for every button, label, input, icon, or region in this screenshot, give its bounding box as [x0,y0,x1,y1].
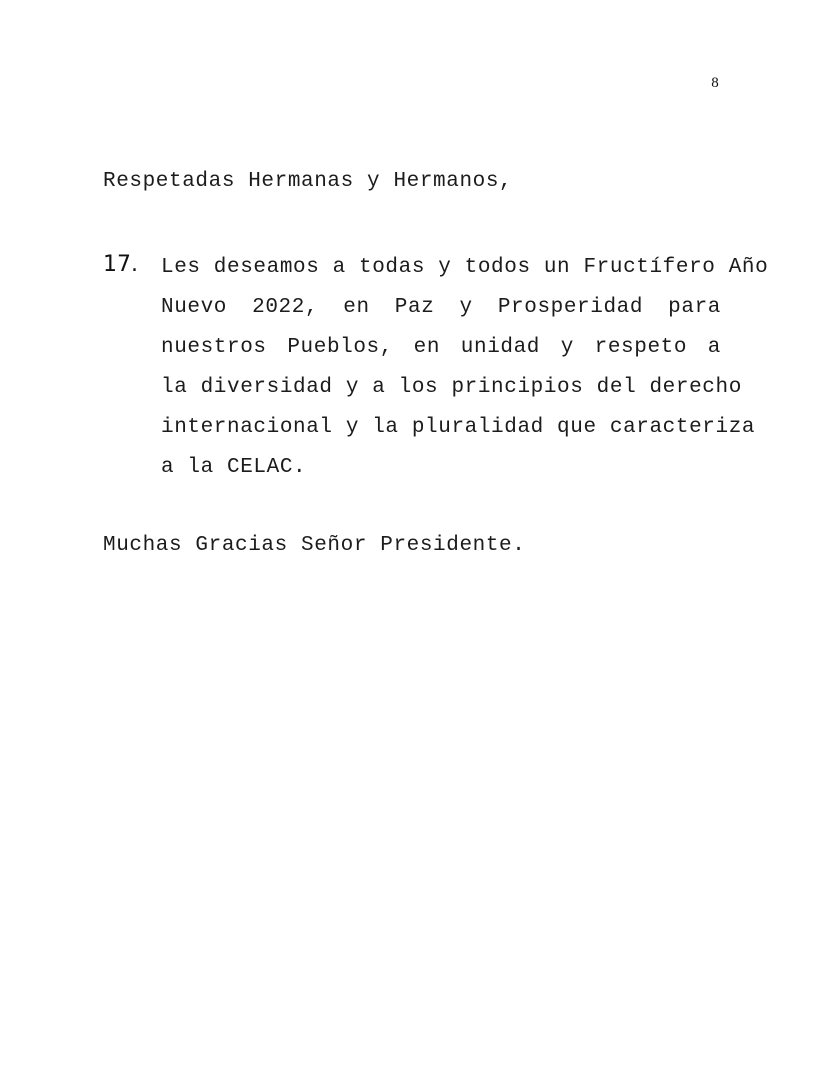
paragraph-line: Les deseamos a todas y todos un Fructífero Año [161,256,769,279]
paragraph-line: internacional y la pluralidad que caracteriza [161,416,756,439]
paragraph-line: a la CELAC. [161,456,307,479]
paragraph-number: 17. [103,252,138,277]
paragraph-line: Nuevo 2022, en Paz y Prosperidad para [161,296,721,319]
salutation: Respetadas Hermanas y Hermanos, [103,170,513,193]
paragraph-body [161,252,769,492]
page-number: 8 [711,75,719,91]
paragraph-line: la diversidad y a los principios del derecho [161,376,742,399]
closing-line: Muchas Gracias Señor Presidente. [103,534,526,557]
paragraph-line: nuestros Pueblos, en unidad y respeto a [161,336,721,359]
